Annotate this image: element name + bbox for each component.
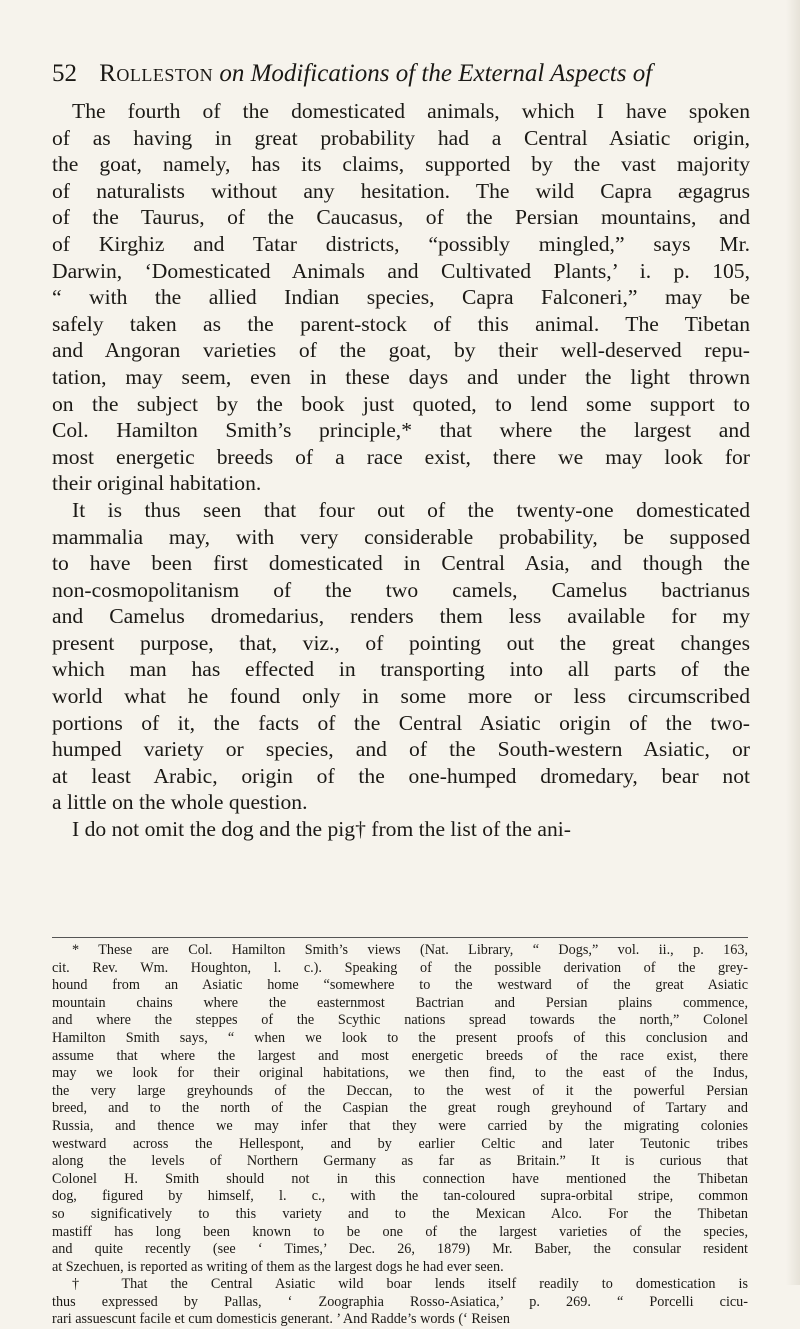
body-line: world what he found only in some more or less circumscribed [52, 684, 750, 709]
body-line: on the subject by the book just quoted, to lend some support to [52, 391, 750, 416]
footnote-line: so significatively to this variety and to the Mexican Alco. For the Thibetan [52, 1205, 748, 1222]
footnote-line: mountain chains where the easternmost Bactrian and Persian plains commence, [52, 994, 748, 1011]
footnote-line: rari assuescunt facile et cum domesticis generant. ’ And Radde’s words (‘ Reisen [52, 1311, 510, 1328]
footnote-line: and quite recently (see ‘ Times,’ Dec. 26, 1879) Mr. Baber, the consular resident [52, 1241, 748, 1258]
footnote-line: mastiff has long been known to be one of the largest varieties of the species, [52, 1223, 748, 1240]
body-line: I do not omit the dog and the pig† from the list of the ani- [72, 817, 571, 842]
body-line: The fourth of the domesticated animals, which I have spoken [72, 99, 750, 123]
footnote-line: assume that where the largest and most energetic breeds of the race exist, there [52, 1047, 748, 1064]
footnote-line: along the levels of Northern Germany as far as Britain.” It is curious that [52, 1153, 748, 1170]
page-edge-shadow [786, 0, 800, 1285]
page-number: 52 [52, 60, 77, 87]
main-text [52, 98, 750, 843]
footnote-line: hound from an Asiatic home “somewhere to the westward of the great Asiatic [52, 977, 748, 994]
body-line: most energetic breeds of a race exist, there we may look for [52, 444, 750, 469]
body-line: Col. Hamilton Smith’s principle,* that where the largest and [52, 418, 750, 443]
body-line: of as having in great probability had a Central Asiatic origin, [52, 125, 750, 150]
body-line: and Camelus dromedarius, renders them less available for my [52, 604, 750, 629]
running-header [52, 60, 752, 94]
body-line: and Angoran varieties of the goat, by their well-deserved repu- [52, 338, 750, 363]
body-line: to have been first domesticated in Central Asia, and though the [52, 551, 750, 576]
footnote-line: † That the Central Asiatic wild boar lends itself readily to domestication is [72, 1276, 748, 1293]
footnote-line: westward across the Hellespont, and by earlier Celtic and later Teutonic tribes [52, 1135, 748, 1152]
body-line: which man has effected in transporting into all parts of the [52, 657, 750, 682]
body-line: their original habitation. [52, 471, 262, 496]
body-line: “ with the allied Indian species, Capra Falconeri,” may be [52, 285, 750, 310]
body-line: present purpose, that, viz., of pointing out the great changes [52, 630, 750, 655]
footnote-line: at Szechuen, is reported as writing of them as the largest dogs he had ever seen. [52, 1258, 504, 1275]
header-title: on Modifications of the External Aspects of [219, 60, 653, 87]
footnote-line: cit. Rev. Wm. Houghton, l. c.). Speaking of the possible derivation of the grey- [52, 959, 748, 976]
footnote-line: and where the steppes of the Scythic nations spread towards the north,” Colonel [52, 1012, 748, 1029]
footnote-line: the very large greyhounds of the Deccan, to the west of it the powerful Persian [52, 1082, 748, 1099]
footnote-line: thus expressed by Pallas, ‘ Zoographia Rosso-Asiatica,’ p. 269. “ Porcelli cicu- [52, 1293, 748, 1310]
footnote-line: Colonel H. Smith should not in this connection have mentioned the Thibetan [52, 1170, 748, 1187]
footnotes [52, 942, 748, 1329]
body-line: humped variety or species, and of the South-western Asiatic, or [52, 737, 750, 762]
footnote-line: may we look for their original habitations, we then find, to the east of the Indus, [52, 1065, 748, 1082]
body-line: of the Taurus, of the Caucasus, of the Persian mountains, and [52, 205, 750, 230]
footnote-line: Hamilton Smith says, “ when we look to the present proofs of this conclusion and [52, 1029, 748, 1046]
body-line: at least Arabic, origin of the one-humped dromedary, bear not [52, 763, 750, 788]
body-line: tation, may seem, even in these days and under the light thrown [52, 364, 750, 389]
body-line: mammalia may, with very considerable probability, be supposed [52, 524, 750, 549]
body-line: portions of it, the facts of the Central Asiatic origin of the two- [52, 710, 750, 735]
body-line: non-cosmopolitanism of the two camels, Camelus bactrianus [52, 577, 750, 602]
footnote-divider [52, 937, 748, 938]
body-line: a little on the whole question. [52, 790, 308, 815]
body-line: safely taken as the parent-stock of this animal. The Tibetan [52, 311, 750, 336]
body-line: of Kirghiz and Tatar districts, “possibly mingled,” says Mr. [52, 231, 750, 256]
footnote-line: breed, and to the north of the Caspian the great rough greyhound of Tartary and [52, 1100, 748, 1117]
body-line: of naturalists without any hesitation. The wild Capra ægagrus [52, 178, 750, 203]
header-author: Rolleston [99, 60, 214, 87]
body-line: Darwin, ‘Domesticated Animals and Cultivated Plants,’ i. p. 105, [52, 258, 750, 283]
footnote-line: Russia, and thence we may infer that they were carried by the migrating colonies [52, 1117, 748, 1134]
body-line: It is thus seen that four out of the twenty-one domesticated [72, 497, 750, 522]
footnote-line: * These are Col. Hamilton Smith’s views (Nat. Library, “ Dogs,” vol. ii., p. 163, [72, 942, 748, 958]
footnote-line: dog, figured by himself, l. c., with the tan-coloured supra-orbital stripe, common [52, 1188, 748, 1205]
body-line: the goat, namely, has its claims, supported by the vast majority [52, 152, 750, 177]
